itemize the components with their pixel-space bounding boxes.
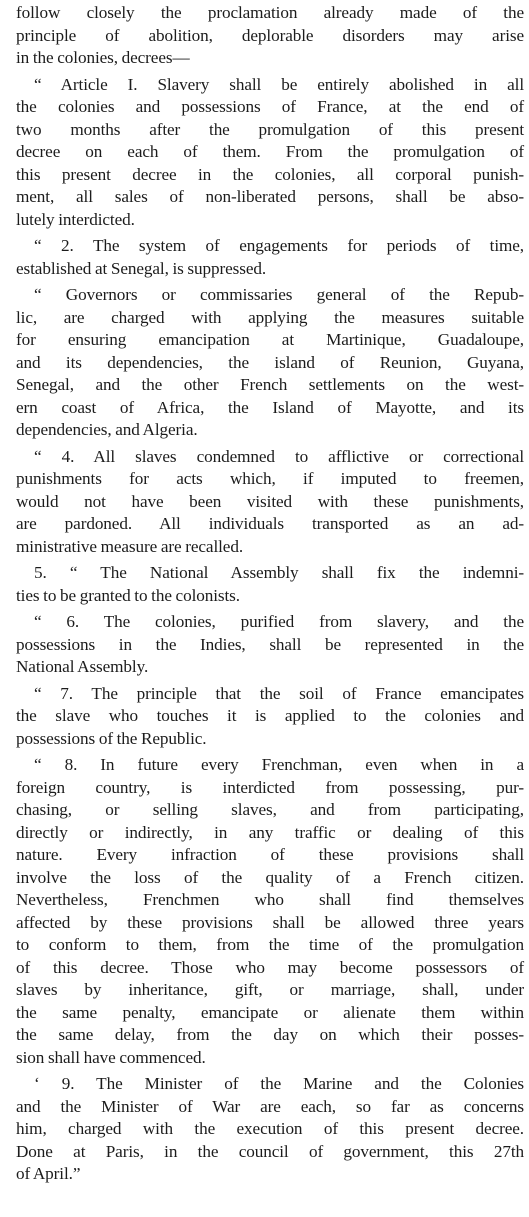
text-line: ties to be granted to the colonists. [16, 585, 240, 605]
text-line: ministrative measure are recalled. [16, 536, 244, 556]
text-line: two months after the promulgation of this present [16, 119, 524, 139]
text-line: ‘ 9. The Minister of the Marine and the Colonies [34, 1074, 524, 1093]
text-line: the same penalty, emancipate or alienate them within [16, 1002, 524, 1022]
text-line: the same delay, from the day on which their posses- [16, 1025, 524, 1044]
text-line: this present decree in the colonies, all corporal punish- [16, 164, 524, 184]
text-line: nature. Every infraction of these provisions shall [16, 845, 524, 864]
text-line: Senegal, and the other French settlements on the west- [16, 375, 524, 394]
text-line: possessions in the Indies, shall be represented in the [16, 634, 524, 654]
text-line: decree on each of them. From the promulgation of [16, 142, 524, 161]
text-line: of this decree. Those who may become possessors of [16, 957, 524, 977]
text-line: “ 2. The system of engagements for periods of time, [34, 236, 524, 255]
text-line: punishments for acts which, if imputed to freemen, [16, 469, 524, 488]
text-line: “ 6. The colonies, purified from slavery, and the [34, 612, 524, 631]
text-line: ern coast of Africa, the Island of Mayotte, and its [16, 397, 524, 417]
text-line: established at Senegal, is suppressed. [16, 258, 267, 278]
text-line: National Assembly. [16, 657, 149, 676]
text-line: possessions of the Republic. [16, 728, 207, 748]
text-line: are pardoned. All individuals transported as an ad- [16, 514, 524, 533]
text-line: the slave who touches it is applied to the colonies and [16, 706, 524, 725]
text-line: and its dependencies, the island of Reunion, Guyana, [16, 352, 524, 372]
decree-paragraph [16, 284, 524, 442]
text-line: chasing, or selling slaves, and from participating, [16, 800, 524, 819]
decree-paragraph [16, 2, 524, 70]
text-line: involve the loss of the quality of a French citizen. [16, 867, 524, 887]
text-line: would not have been visited with these punishments, [16, 491, 524, 511]
decree-paragraph [16, 683, 524, 751]
text-line: to conform to them, from the time of the promulgation [16, 935, 524, 954]
text-line: “ Governors or commissaries general of the Repub- [34, 285, 524, 304]
decree-paragraph [16, 611, 524, 679]
text-line: Done at Paris, in the council of government, this 27th [16, 1141, 524, 1161]
decree-paragraph [16, 74, 524, 232]
text-line: of April.” [16, 1164, 81, 1183]
text-line: “ 8. In future every Frenchman, even when in a [34, 755, 524, 774]
text-line: principle of abolition, deplorable disorders may arise [16, 25, 524, 45]
text-line: directly or indirectly, in any traffic or dealing of this [16, 822, 524, 842]
text-line: and the Minister of War are each, so far as concerns [16, 1096, 524, 1116]
decree-paragraph [16, 754, 524, 1069]
decree-paragraph [16, 562, 524, 607]
text-line: lic, are charged with applying the measures suitable [16, 307, 524, 327]
text-line: Nevertheless, Frenchmen who shall find themselves [16, 890, 524, 909]
text-line: “ 7. The principle that the soil of France emancipates [34, 683, 524, 703]
text-line: slaves by inheritance, gift, or marriage, shall, under [16, 980, 524, 999]
text-line: “ Article I. Slavery shall be entirely abolished in all [34, 74, 524, 94]
text-line: in the colonies, decrees— [16, 48, 190, 67]
text-line: him, charged with the execution of this present decree. [16, 1119, 524, 1138]
text-line: “ 4. All slaves condemned to afflictive or correctional [34, 446, 524, 466]
text-line: follow closely the proclamation already made of the [16, 3, 524, 22]
text-line: 5. “ The National Assembly shall fix the indemni- [34, 563, 524, 582]
text-line: lutely interdicted. [16, 209, 135, 229]
decree-paragraph [16, 446, 524, 559]
text-line: sion shall have commenced. [16, 1047, 206, 1067]
text-line: foreign country, is interdicted from possessing, pur- [16, 777, 524, 797]
text-line: for ensuring emancipation at Martinique, Guadaloupe, [16, 330, 524, 349]
text-line: ment, all sales of non-liberated persons, shall be abso- [16, 187, 524, 206]
text-line: affected by these provisions shall be allowed three years [16, 912, 524, 932]
text-line: dependencies, and Algeria. [16, 420, 198, 439]
decree-paragraph [16, 235, 524, 280]
decree-paragraph [16, 1073, 524, 1186]
text-line: the colonies and possessions of France, at the end of [16, 97, 524, 116]
